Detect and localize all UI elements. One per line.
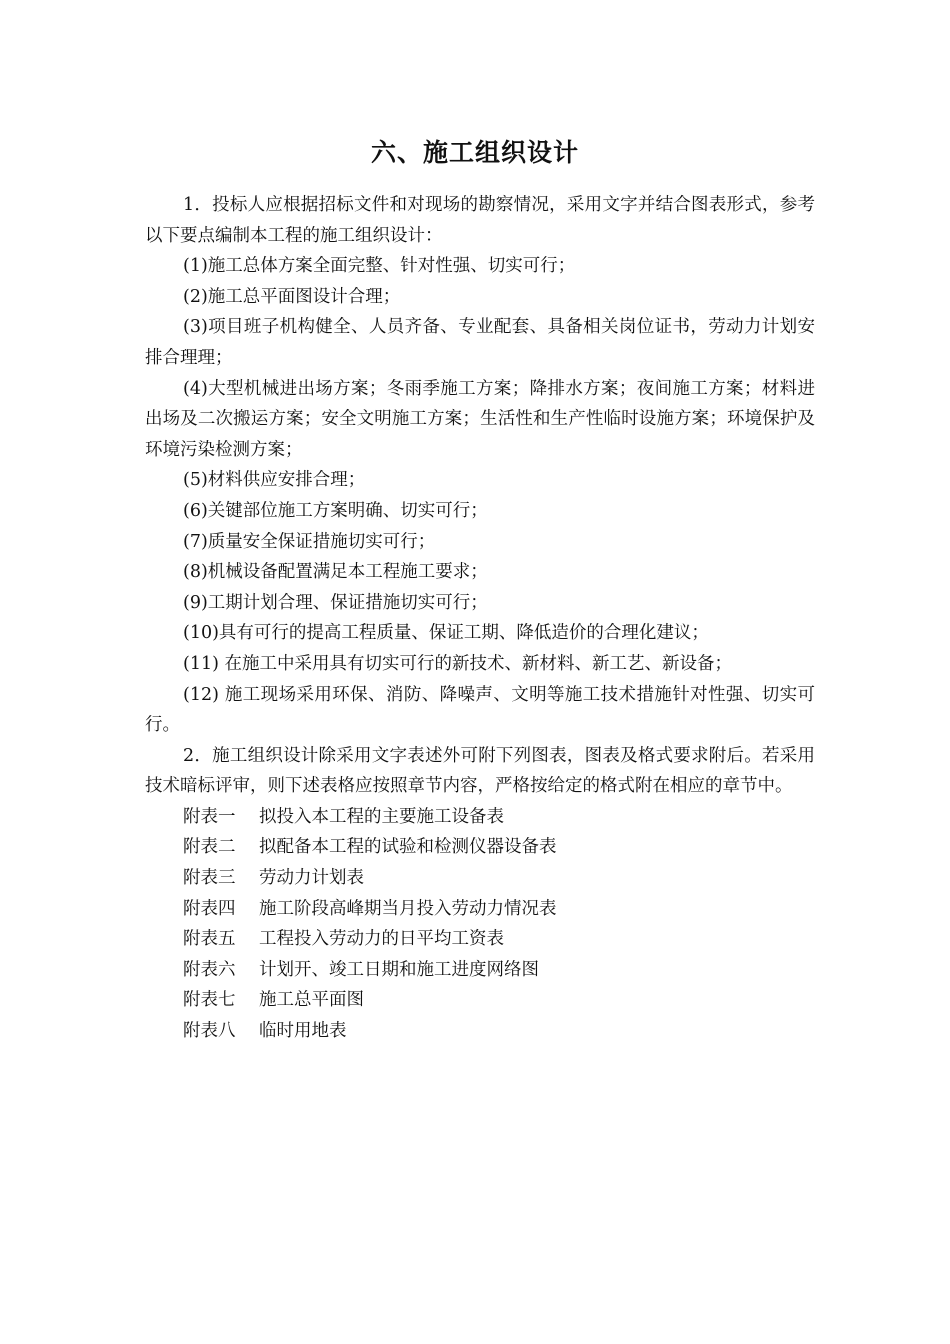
paragraph-item-12: (12) 施工现场采用环保、消防、降噪声、文明等施工技术措施针对性强、切实可行。 <box>145 684 815 736</box>
paragraph-item-7: (7)质量安全保证措施切实可行； <box>183 531 436 552</box>
paragraph-item-5: (5)材料供应安排合理； <box>183 470 366 491</box>
appendix-number: 附表二 <box>183 837 236 858</box>
appendix-item <box>145 802 815 833</box>
paragraph-item-1: (1)施工总体方案全面完整、针对性强、切实可行； <box>183 256 576 277</box>
appendix-item <box>145 985 815 1016</box>
appendix-item <box>145 1016 815 1047</box>
paragraph-intro: 1．投标人应根据招标文件和对现场的勘察情况，采用文字并结合图表形式，参考以下要点编制本工程的施工组织设计： <box>145 195 815 246</box>
appendix-name: 工程投入劳动力的日平均工资表 <box>259 929 504 950</box>
paragraph-item-6: (6)关键部位施工方案明确、切实可行； <box>183 500 488 521</box>
paragraph-item-11: (11) 在施工中采用具有切实可行的新技术、新材料、新工艺、新设备； <box>183 653 732 674</box>
appendix-number: 附表三 <box>183 868 236 889</box>
appendix-number: 附表四 <box>183 898 236 919</box>
appendix-item <box>145 924 815 955</box>
appendix-item <box>145 832 815 863</box>
appendix-item <box>145 863 815 894</box>
paragraph-item-3: (3)项目班子机构健全、人员齐备、专业配套、具备相关岗位证书，劳动力计划安排合理理； <box>145 317 815 368</box>
appendix-name: 临时用地表 <box>259 1021 347 1042</box>
appendix-number: 附表八 <box>183 1021 236 1042</box>
appendix-item <box>145 955 815 986</box>
appendix-number: 附表七 <box>183 990 236 1011</box>
paragraph-item-4: (4)大型机械进出场方案；冬雨季施工方案；降排水方案；夜间施工方案；材料进出场及二次搬运方案；安全文明施工方案；生活性和生产性临时设施方案；环境保护及环境污染检测方案； <box>145 378 815 460</box>
appendix-list <box>145 802 815 1047</box>
paragraph-item-10: (10)具有可行的提高工程质量、保证工期、降低造价的合理化建议； <box>183 623 709 644</box>
appendix-item <box>145 894 815 925</box>
document-body <box>145 190 815 1047</box>
appendix-name: 施工阶段高峰期当月投入劳动力情况表 <box>259 898 557 919</box>
appendix-name: 劳动力计划表 <box>259 868 364 889</box>
appendix-number: 附表六 <box>183 959 236 980</box>
appendix-number: 附表一 <box>183 806 236 827</box>
paragraph-item-8: (8)机械设备配置满足本工程施工要求； <box>183 562 488 583</box>
appendix-name: 拟配备本工程的试验和检测仪器设备表 <box>259 837 557 858</box>
paragraph-item-2: (2)施工总平面图设计合理； <box>183 286 401 307</box>
appendix-name: 计划开、竣工日期和施工进度网络图 <box>259 959 539 980</box>
page-title: 六、施工组织设计 <box>370 138 579 167</box>
appendix-name: 拟投入本工程的主要施工设备表 <box>259 806 504 827</box>
paragraph-section-2: 2．施工组织设计除采用文字表述外可附下列图表，图表及格式要求附后。若采用技术暗标评审，则下述表格应按照章节内容，严格按给定的格式附在相应的章节中。 <box>145 745 815 797</box>
appendix-number: 附表五 <box>183 929 236 950</box>
paragraph-item-9: (9)工期计划合理、保证措施切实可行； <box>183 592 488 613</box>
appendix-name: 施工总平面图 <box>259 990 364 1011</box>
